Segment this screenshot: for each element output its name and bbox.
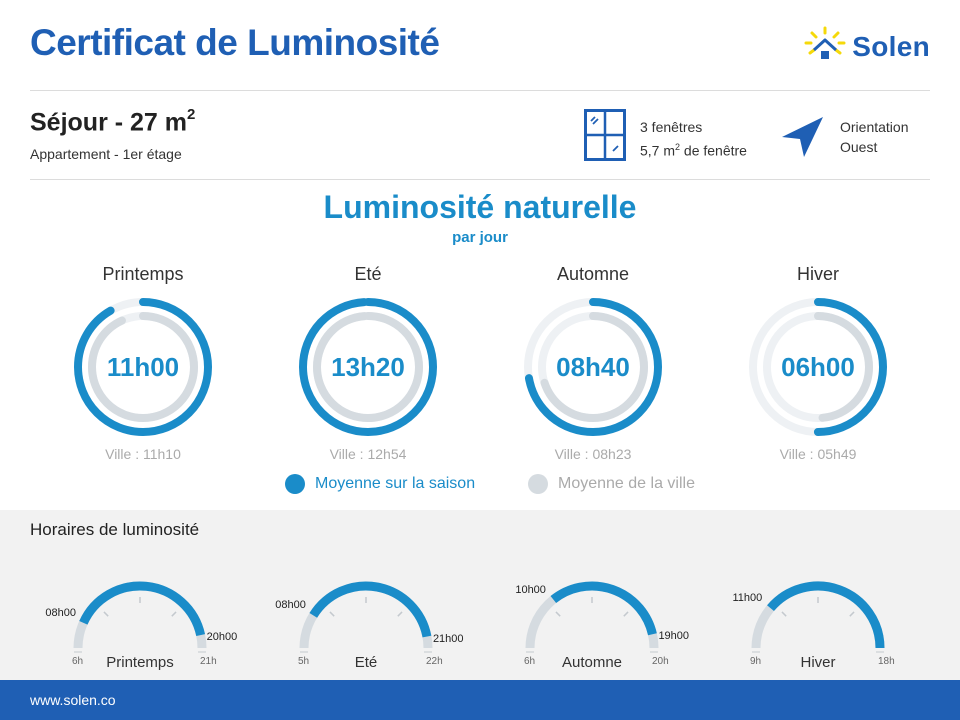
- gauge-season-name: Automne: [561, 654, 623, 671]
- gauge-track: [304, 586, 428, 648]
- season-value: 11h00: [106, 352, 180, 382]
- gauge-season-name: Eté: [354, 654, 378, 671]
- orientation-label: Orientation: [840, 119, 909, 135]
- windows-area: [640, 137, 747, 161]
- season-name: Automne: [556, 264, 630, 284]
- room-title-text: Séjour - 27 m: [30, 108, 187, 137]
- room-title: [30, 108, 195, 137]
- gauge-tick: [172, 612, 176, 616]
- season-value: 06h00: [781, 352, 855, 382]
- gauge-tick: [330, 612, 334, 616]
- windows-area-suffix: de fenêtre: [680, 142, 747, 159]
- season-card-hiver: [743, 262, 893, 462]
- gauge-scale-end: 20h: [652, 656, 669, 667]
- luminosity-title: Luminosité naturelle: [323, 189, 637, 225]
- gauge-end-time: 19h00: [658, 630, 690, 643]
- gauge-track: [530, 586, 654, 648]
- brand-name: Solen: [852, 30, 930, 62]
- hours-gauge-printemps: [40, 572, 240, 676]
- gauge-scale-start: 9h: [750, 656, 762, 667]
- gauge-start-time: 08h00: [275, 599, 306, 612]
- city-average: Ville : 11h10: [105, 446, 181, 462]
- gauge-tick: [556, 612, 560, 616]
- gauge-tick: [782, 612, 786, 616]
- brand-logo[interactable]: [804, 26, 930, 67]
- season-value: 08h40: [556, 352, 630, 382]
- page-title: Certificat de Luminosité: [30, 22, 440, 63]
- hours-gauge-hiver: [718, 572, 918, 676]
- gauge-season-name: Hiver: [800, 654, 836, 671]
- compass-arrow-icon: [780, 113, 826, 164]
- footer-link[interactable]: www.solen.co: [30, 692, 116, 708]
- gauge-scale-end: 22h: [426, 656, 443, 667]
- season-name: Eté: [354, 264, 382, 284]
- gauge-scale-start: 5h: [298, 656, 310, 667]
- season-ring: [743, 292, 893, 442]
- gauge-end-time: 21h00: [432, 632, 464, 645]
- city-average: Ville : 08h23: [554, 446, 632, 462]
- legend-dot-grey: [528, 474, 548, 494]
- season-ring: [518, 292, 668, 442]
- luminosity-subtitle: par jour: [452, 229, 508, 246]
- gauge-scale-end: 21h: [200, 656, 217, 667]
- divider: [30, 90, 930, 91]
- gauge-tick: [398, 612, 402, 616]
- hours-gauge-automne: [492, 572, 692, 676]
- gauge-season-name: Printemps: [106, 654, 174, 671]
- season-card-automne: [518, 262, 668, 462]
- gauge-start-time: 10h00: [515, 583, 546, 596]
- legend-season: [285, 474, 475, 494]
- city-average: Ville : 12h54: [329, 446, 407, 462]
- gauge-track: [756, 586, 880, 648]
- room-subtitle: Appartement - 1er étage: [30, 146, 182, 162]
- windows-count: 3 fenêtres: [640, 119, 703, 135]
- gauge-scale-start: 6h: [72, 656, 84, 667]
- season-card-ete: [293, 262, 443, 462]
- gauge-tick: [624, 612, 628, 616]
- gauge-start-time: 11h00: [732, 592, 763, 605]
- season-card-printemps: [68, 262, 218, 462]
- season-name: Printemps: [102, 264, 184, 284]
- windows-info: [640, 117, 747, 161]
- legend-season-label: Moyenne sur la saison: [315, 475, 476, 492]
- orientation-value: Ouest: [840, 139, 878, 155]
- hours-gauge-ete: [266, 572, 466, 676]
- legend-city: [528, 474, 695, 494]
- orientation-info: [840, 117, 908, 157]
- gauge-daylight-arc: [313, 586, 427, 637]
- divider: [30, 179, 930, 180]
- season-name: Hiver: [796, 264, 839, 284]
- season-ring: [68, 292, 218, 442]
- room-title-exponent: 2: [187, 106, 196, 123]
- season-value: 13h20: [331, 352, 405, 382]
- gauge-scale-end: 18h: [878, 656, 895, 667]
- gauge-tick: [104, 612, 108, 616]
- gauge-daylight-arc: [553, 586, 652, 634]
- gauge-tick: [850, 612, 854, 616]
- window-icon: [584, 109, 626, 166]
- gauge-daylight-arc: [83, 586, 200, 635]
- sun-house-icon: [804, 26, 846, 67]
- windows-area-exponent: 2: [675, 142, 681, 152]
- hours-title: Horaires de luminosité: [30, 520, 200, 539]
- legend-city-label: Moyenne de la ville: [558, 475, 695, 492]
- legend-dot-blue: [285, 474, 305, 494]
- windows-area-value: 5,7 m: [640, 142, 676, 159]
- gauge-start-time: 08h00: [45, 606, 76, 619]
- gauge-scale-start: 6h: [524, 656, 536, 667]
- gauge-track: [78, 586, 202, 648]
- footer: [0, 680, 960, 720]
- gauge-daylight-arc: [771, 586, 880, 648]
- season-ring: [293, 292, 443, 442]
- gauge-end-time: 20h00: [206, 631, 238, 644]
- city-average: Ville : 05h49: [779, 446, 857, 462]
